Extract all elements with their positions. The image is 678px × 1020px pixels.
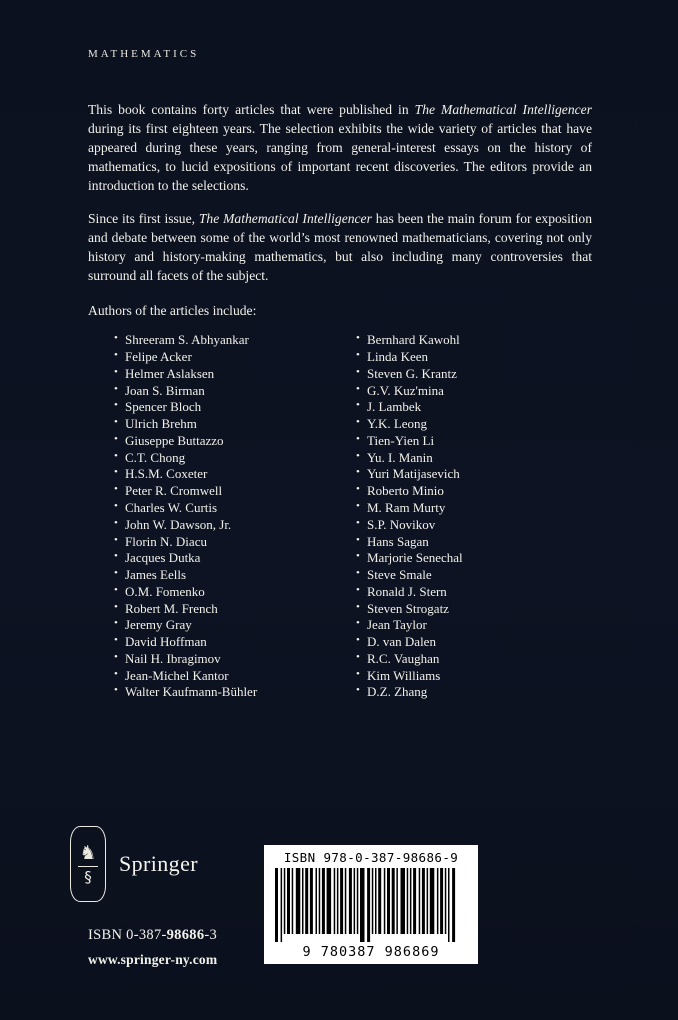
author-item: • Joan S. Birman xyxy=(114,383,356,400)
author-item: • Jacques Dutka xyxy=(114,550,356,567)
authors-column-left xyxy=(88,332,356,701)
blurb2-pre: Since its first issue, xyxy=(88,211,199,227)
author-item: • Roberto Minio xyxy=(356,483,592,500)
publisher-name: Springer xyxy=(119,851,198,876)
author-item: • Peter R. Cromwell xyxy=(114,483,356,500)
footer-isbn-pre: ISBN 0-387- xyxy=(88,927,167,943)
publisher-website: www.springer-ny.com xyxy=(88,952,218,967)
blurb1-pre: This book contains forty articles that were published in xyxy=(88,102,415,117)
author-item: • Tien-Yien Li xyxy=(356,433,592,450)
author-item: • Hans Sagan xyxy=(356,534,592,551)
barcode-bars xyxy=(272,868,470,942)
author-item: • Walter Kaufmann-Bühler xyxy=(114,684,356,701)
author-item: • Steven G. Krantz xyxy=(356,366,592,383)
authors-heading: Authors of the articles include: xyxy=(88,303,257,319)
author-item: • D.Z. Zhang xyxy=(356,684,592,701)
blurb2-post: has been the main forum for exposition and debate between some of the world’s most renowned mathematicians, covering not only history and history-making mathematics, but also including many controversies that surround all facets of the subject. xyxy=(88,211,593,284)
author-item: • Bernhard Kawohl xyxy=(356,332,592,349)
author-item: • Kim Williams xyxy=(356,668,592,685)
blurb-paragraph-1 xyxy=(88,100,592,195)
author-item: • R.C. Vaughan xyxy=(356,651,592,668)
author-item: • Jean-Michel Kantor xyxy=(114,668,356,685)
author-item: • Florin N. Diacu xyxy=(114,534,356,551)
category-label: MATHEMATICS xyxy=(88,48,200,60)
author-item: • C.T. Chong xyxy=(114,450,356,467)
author-item: • Nail H. Ibragimov xyxy=(114,651,356,668)
author-item: • Steven Strogatz xyxy=(356,601,592,618)
authors-column-right xyxy=(356,332,592,701)
springer-logo xyxy=(70,826,106,902)
author-item: • David Hoffman xyxy=(114,634,356,651)
barcode-digits: 9 780387 986869 xyxy=(302,944,440,960)
authors-columns xyxy=(88,332,592,701)
author-item: • Linda Keen xyxy=(356,349,592,366)
author-item: • Yu. I. Manin xyxy=(356,450,592,467)
section-sign-icon: § xyxy=(84,867,92,886)
author-item: • Spencer Bloch xyxy=(114,399,356,416)
author-item: • S.P. Novikov xyxy=(356,517,592,534)
author-item: • Robert M. French xyxy=(114,601,356,618)
author-item: • John W. Dawson, Jr. xyxy=(114,517,356,534)
blurb2-journal-title: The Mathematical Intelligencer xyxy=(198,211,372,227)
author-item: • J. Lambek xyxy=(356,399,592,416)
author-item: • D. van Dalen xyxy=(356,634,592,651)
author-item: • H.S.M. Coxeter xyxy=(114,466,356,483)
author-item: • Shreeram S. Abhyankar xyxy=(114,332,356,349)
barcode-isbn-label: ISBN 978-0-387-98686-9 xyxy=(283,850,459,865)
author-item: • James Eells xyxy=(114,567,356,584)
text-block xyxy=(88,100,592,701)
author-item: • O.M. Fomenko xyxy=(114,584,356,601)
author-item: • Steve Smale xyxy=(356,567,592,584)
publisher-block xyxy=(70,826,198,902)
author-item: • Ulrich Brehm xyxy=(114,416,356,433)
author-item: • Jeremy Gray xyxy=(114,617,356,634)
blurb1-journal-title: The Mathematical Intelligencer xyxy=(414,102,592,117)
author-item: • M. Ram Murty xyxy=(356,500,592,517)
author-item: • Charles W. Curtis xyxy=(114,500,356,517)
chess-knight-icon: ♞ xyxy=(79,841,97,864)
author-item: • Jean Taylor xyxy=(356,617,592,634)
blurb-paragraph-2 xyxy=(88,209,592,285)
footer-isbn-bold: 98686 xyxy=(166,927,205,943)
emblem-divider xyxy=(78,866,98,867)
author-item: • Marjorie Senechal xyxy=(356,550,592,567)
footer-isbn xyxy=(88,927,217,944)
author-item: • Y.K. Leong xyxy=(356,416,592,433)
footer-isbn-post: -3 xyxy=(204,927,218,943)
blurb1-post: during its first eighteen years. The selection exhibits the wide variety of articles that have appeared during these years, ranging from general-interest essays on the history of mathematics, to lucid expositions of important recent discoveries. The editors provide an introduction to the selections. xyxy=(88,121,592,194)
author-item: • Ronald J. Stern xyxy=(356,584,592,601)
author-item: • Felipe Acker xyxy=(114,349,356,366)
isbn-barcode xyxy=(264,845,478,964)
author-item: • G.V. Kuz'mina xyxy=(356,383,592,400)
author-item: • Helmer Aslaksen xyxy=(114,366,356,383)
author-item: • Yuri Matijasevich xyxy=(356,466,592,483)
author-item: • Giuseppe Buttazzo xyxy=(114,433,356,450)
